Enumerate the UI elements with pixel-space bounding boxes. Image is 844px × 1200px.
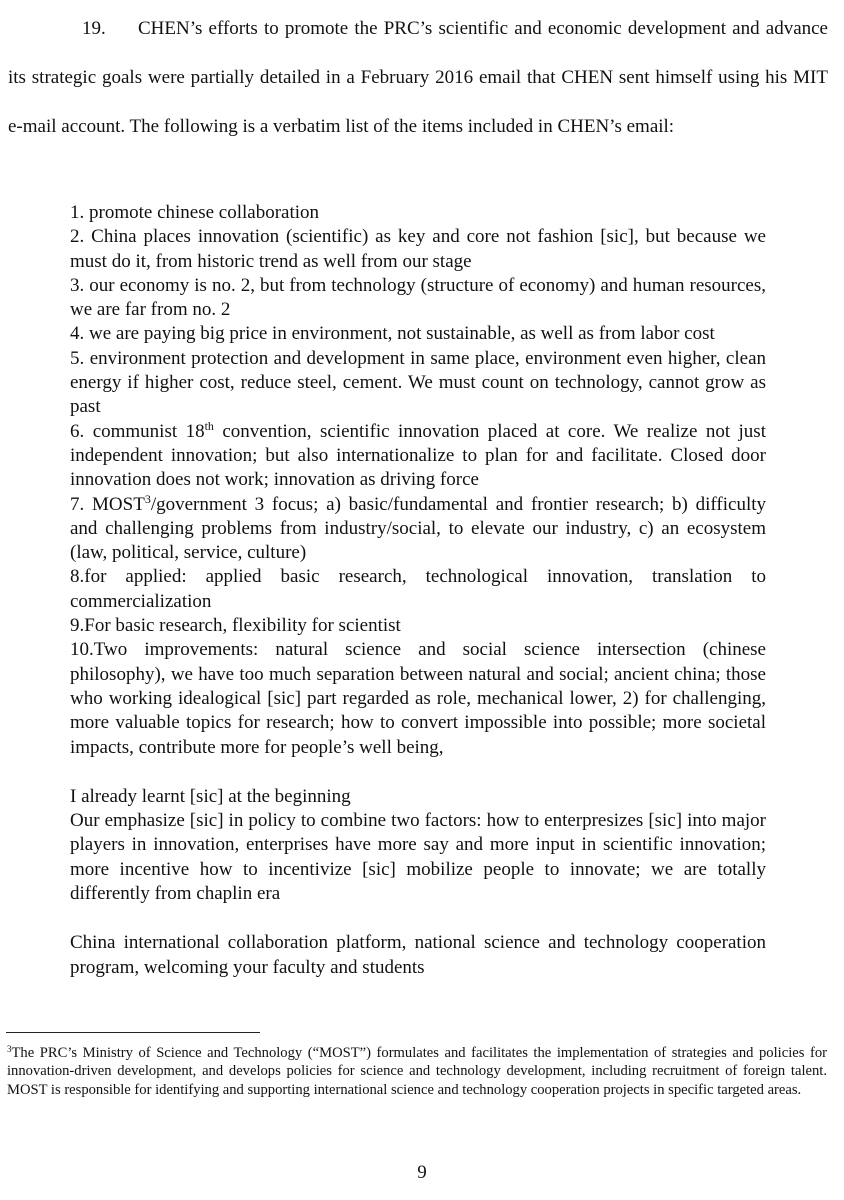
paragraph-number: 19. xyxy=(82,18,106,39)
superscript-th: th xyxy=(204,418,214,433)
footnote-reference-3: 3 xyxy=(144,491,151,506)
footnote-separator xyxy=(6,1032,260,1033)
footnote-text: The PRC’s Ministry of Science and Technology (“MOST”) formulates and facilitates the implementation of strategies and policies for innovation-driven development, and develops policies for science and technology development, including recruitment of foreign talent. MOST is responsible for identifying and supporting international science and technology cooperation projects in specific targeted areas. xyxy=(7,1045,827,1098)
spacer xyxy=(70,760,766,785)
email-item-7 xyxy=(70,493,766,566)
email-item: 4. we are paying big price in environment, not sustainable, as well as from labor cost xyxy=(70,323,715,345)
email-item: 5. environment protection and development in same place, environment even higher, clean energy if higher cost, reduce steel, cement. We must count on technology, cannot grow as past xyxy=(70,347,766,418)
email-item: 8.for applied: applied basic research, technological innovation, translation to commercialization xyxy=(70,566,766,612)
email-closing-text: Our emphasize [sic] in policy to combine two factors: how to enterpresizes [sic] into major players in innovation, enterprises have more say and more input in scientific innovation; more incentive how to incentivize [sic] mobilize people to innovate; we are totally differently from chaplin era xyxy=(70,810,766,905)
paragraph-19 xyxy=(8,4,828,151)
email-item: 10.Two improvements: natural science and social science intersection (chinese philosophy), we have too much separation between natural and social; ancient china; those who working idealogical [sic] part regarded as role, mechanical lower, 2) for challenging, more valuable topics for research; how to convert impossible into possible; more societal impacts, contribute more for people’s well being, xyxy=(70,639,766,758)
email-item-7-prefix: 7. MOST xyxy=(70,493,145,515)
footnote-marker: 3 xyxy=(7,1044,12,1054)
email-closing-line: I already learnt [sic] at the beginning xyxy=(70,785,351,807)
spacer xyxy=(70,906,766,931)
email-item-6 xyxy=(70,420,766,493)
email-item: 9.For basic research, flexibility for scientist xyxy=(70,615,401,637)
paragraph-text: CHEN’s efforts to promote the PRC’s scientific and economic development and advance its strategic goals were partially detailed in a February 2016 email that CHEN sent himself using his MIT e-mail account. The following is a verbatim list of the items included in CHEN’s email: xyxy=(8,18,828,137)
email-item: 2. China places innovation (scientific) as key and core not fashion [sic], but because we must do it, from historic trend as well from our stage xyxy=(70,226,766,272)
email-closing-final: China international collaboration platform, national science and technology cooperation program, welcoming your faculty and students xyxy=(70,932,766,978)
email-quote-block xyxy=(70,201,766,980)
footnote xyxy=(7,1044,827,1099)
email-item: 3. our economy is no. 2, but from technology (structure of economy) and human resources, we are far from no. 2 xyxy=(70,274,766,321)
email-item-6-text: convention, scientific innovation placed at core. We realize not just independent innovation; but also internationalize to plan for and facilitate. Closed door innovation does not work; innovation as driving force xyxy=(70,420,766,491)
email-item: 1. promote chinese collaboration xyxy=(70,202,320,223)
page-number: 9 xyxy=(417,1162,427,1183)
email-item-7-text: /government 3 focus; a) basic/fundamental and frontier research; b) difficulty and challenging problems from industry/social, to elevate our industry, c) an ecosystem (law, political, service, culture) xyxy=(70,493,767,564)
email-item-6-prefix: 6. communist 18 xyxy=(70,420,205,442)
